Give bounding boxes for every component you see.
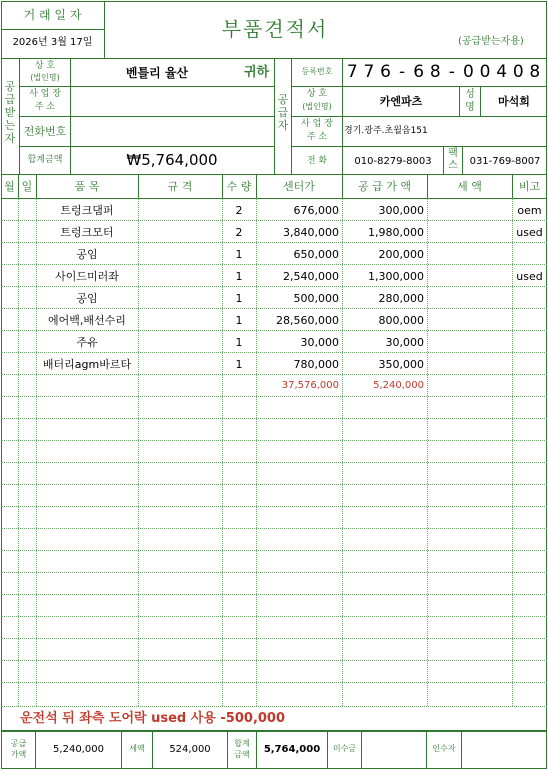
- table-row-item: 트렁크댐퍼: [60, 204, 114, 217]
- supplier-phone-label: 전 화: [306, 156, 328, 166]
- table-row-supply: 350,000: [378, 358, 424, 371]
- table-row-item: 트렁크모터: [60, 226, 114, 239]
- table-row-qty: 1: [235, 248, 243, 261]
- footer-total: 5,764,000: [263, 744, 321, 755]
- table-row-center: 650,000: [293, 248, 339, 261]
- table-row-center: 30,000: [300, 336, 339, 349]
- copy-label: (공급받는자용): [458, 36, 524, 47]
- footer-unpaid-label: 미수금: [332, 744, 357, 753]
- table-row-supply: 280,000: [378, 292, 424, 305]
- table-row-qty: 2: [235, 204, 243, 217]
- header-month: 월: [4, 180, 15, 193]
- table-row-center: 676,000: [293, 204, 339, 217]
- table-row-center: 2,540,000: [283, 270, 339, 283]
- supplier-name: 카엔파츠: [379, 95, 423, 108]
- receiver-address-sub: 주 소: [34, 102, 56, 112]
- header-qty: 수 량: [226, 180, 252, 193]
- table-row-center: 780,000: [293, 358, 339, 371]
- footer-supply-label: 공급 가액: [10, 739, 27, 759]
- supplier-address-label: 사 업 장: [301, 119, 333, 129]
- table-row-note: oem: [517, 204, 542, 217]
- table-row-item: 공임: [76, 248, 98, 261]
- receiver-name-sub: (법인명): [30, 73, 60, 82]
- trade-date-label: 거 래 일 자: [23, 8, 82, 22]
- table-row-qty: 1: [235, 336, 243, 349]
- supplier-reg-number: 7 7 6 - 6 8 - 0 0 4 0 8: [346, 62, 541, 82]
- table-row-item: 에어백,배선수리: [48, 314, 126, 327]
- table-row-supply: 30,000: [385, 336, 424, 349]
- table-row-qty: 1: [235, 292, 243, 305]
- table-row-supply: 300,000: [378, 204, 424, 217]
- table-row-qty: 2: [235, 226, 243, 239]
- receiver-side-label: 공 급 받 는 자: [4, 80, 16, 145]
- footer-supply: 5,240,000: [53, 744, 104, 755]
- receiver-name: 벤틀리 율산: [125, 66, 189, 80]
- table-row-supply: 1,980,000: [368, 226, 424, 239]
- supplier-rep-label: 성 명: [465, 89, 475, 113]
- table-row-qty: 1: [235, 358, 243, 371]
- supplier-fax: 031-769-8007: [469, 156, 541, 167]
- supplier-reg-label: 등록번호: [301, 67, 333, 76]
- table-row-qty: 1: [235, 270, 243, 283]
- header-note: 비고: [518, 180, 541, 193]
- table-row-supply: 200,000: [378, 248, 424, 261]
- remark: 운전석 뒤 좌측 도어락 used 사용 -500,000: [20, 711, 286, 726]
- receiver-address-label: 사 업 장: [29, 89, 61, 99]
- table-row-item: 사이드미러좌: [55, 270, 119, 283]
- footer-total-label: 합계 금액: [234, 739, 250, 759]
- table-row-qty: 1: [235, 314, 243, 327]
- table-row-item: 배터리agm바르타: [42, 358, 132, 371]
- footer-tax: 524,000: [169, 744, 211, 755]
- header-item: 품 목: [74, 180, 100, 193]
- table-row-center: 28,560,000: [276, 314, 339, 327]
- supplier-fax-label: 팩 스: [448, 148, 458, 171]
- table-row-supply: 800,000: [378, 314, 424, 327]
- table-row-item: 주유: [76, 336, 98, 349]
- trade-date: 2026년 3월 17일: [12, 37, 93, 48]
- receiver-total-label: 합계금액: [27, 155, 63, 165]
- footer-receiver-label: 인수자: [432, 744, 456, 753]
- supplier-rep-name: 마석희: [498, 95, 530, 108]
- receiver-name-label: 상 호: [34, 61, 56, 71]
- header-day: 일: [21, 180, 33, 193]
- honorific: 귀하: [244, 65, 270, 80]
- table-row-note: used: [516, 226, 543, 239]
- table-row-center: 500,000: [293, 292, 339, 305]
- supplier-name-sub: (법인명): [302, 102, 332, 111]
- receiver-total: ₩5,764,000: [126, 151, 218, 169]
- supplier-side-label: 공 급 자: [277, 93, 289, 132]
- supplier-address-sub: 주 소: [306, 132, 328, 142]
- table-row-supply: 1,300,000: [368, 270, 424, 283]
- receiver-phone-label: 전화번호: [23, 125, 67, 138]
- footer-tax-label: 세액: [129, 744, 145, 753]
- supplier-name-label: 상 호: [306, 89, 328, 99]
- supplier-phone: 010-8279-8003: [354, 156, 432, 167]
- table-row-item: 공임: [76, 292, 98, 305]
- table-row-note: used: [516, 270, 543, 283]
- table-row-center: 3,840,000: [283, 226, 339, 239]
- header-supply: 공 급 가 액: [358, 180, 411, 193]
- supplier-address: 경기.광주.초월읍151: [344, 126, 428, 136]
- page-title: 부품견적서: [221, 17, 329, 41]
- sum-supply: 5,240,000: [373, 380, 424, 391]
- sum-center-price: 37,576,000: [281, 380, 339, 391]
- header-center-price: 센터가: [283, 180, 315, 193]
- header-tax: 세 액: [457, 180, 482, 193]
- header-spec: 규 격: [167, 180, 193, 193]
